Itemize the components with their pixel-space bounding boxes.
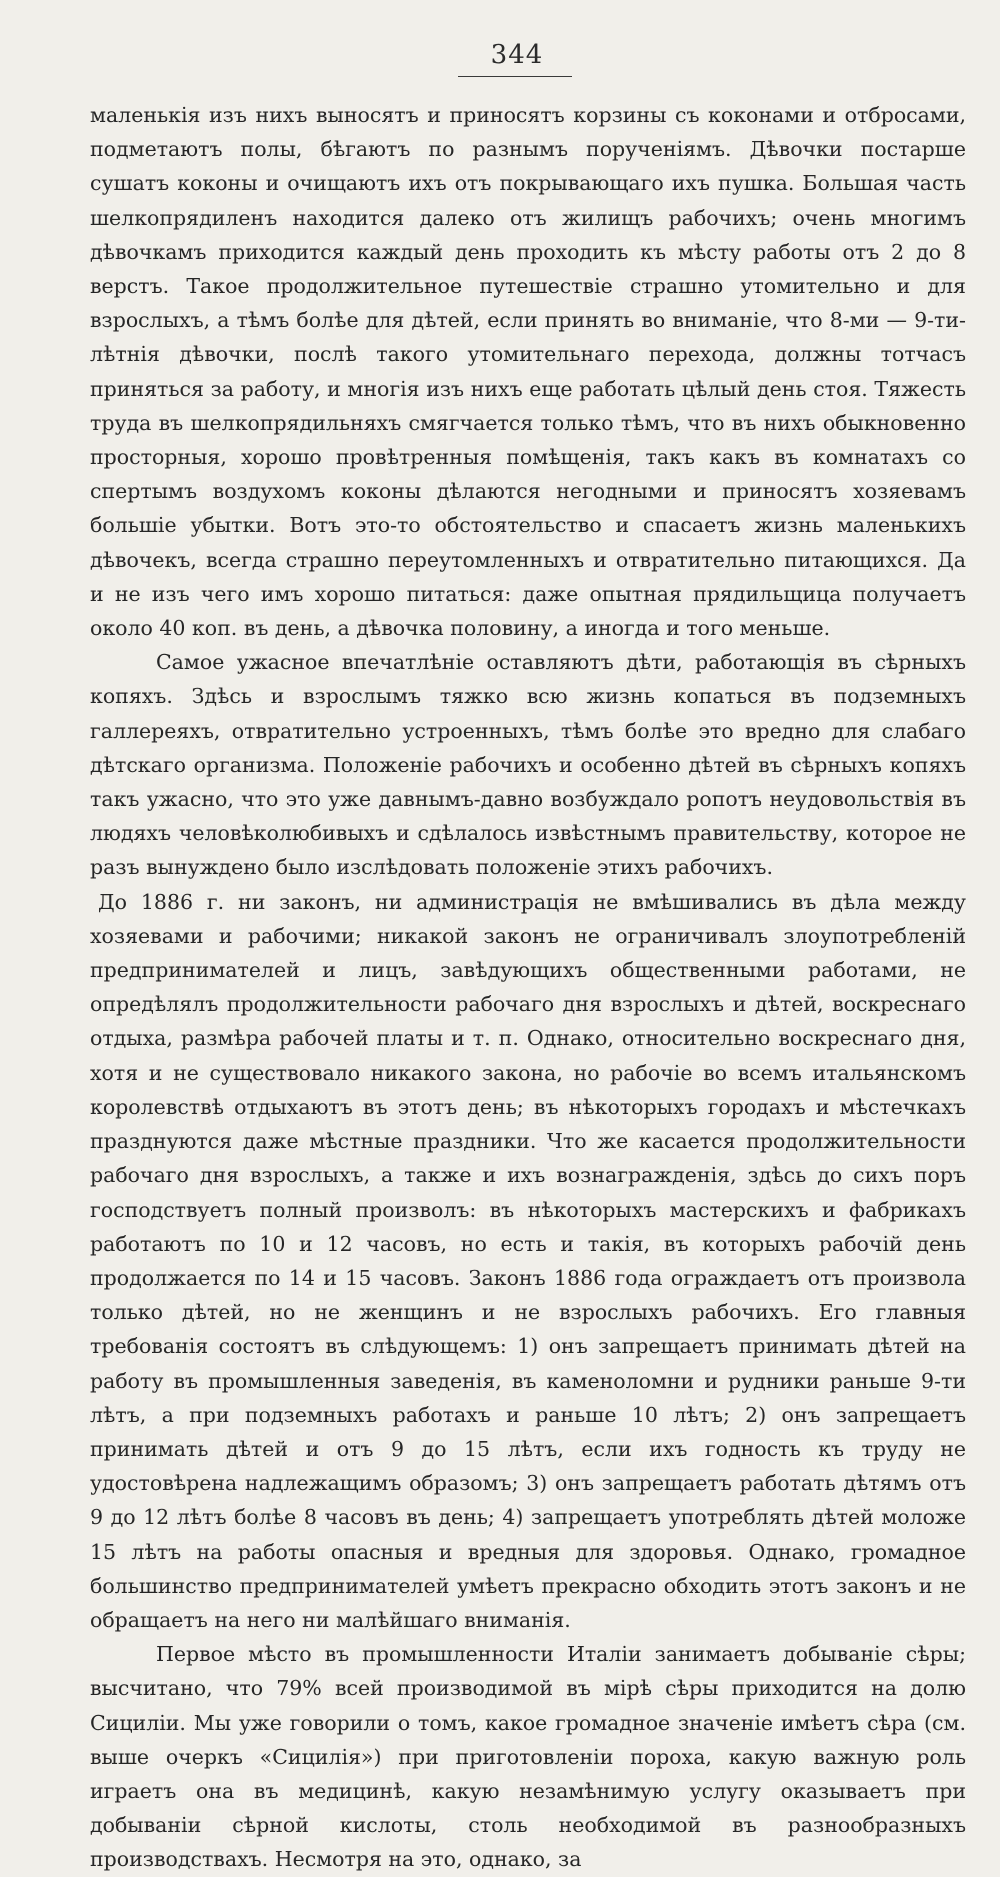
paragraph-2: Самое ужасное впечатлѣніе оставляютъ дѣти, работающія въ сѣрныхъ копяхъ. Здѣсь и взрослымъ тяжко всю жизнь копаться въ подземныхъ галлереяхъ, отвратительно устроенныхъ, тѣмъ болѣе это вредно для слабаго дѣтскаго организма. Положеніе рабочихъ и особенно дѣтей въ сѣрныхъ копяхъ такъ ужасно, что это уже давнымъ-давно возбуждало ропотъ неудовольствія въ людяхъ человѣколюбивыхъ и сдѣлалось извѣстнымъ правительству, которое не разъ вынуждено было изслѣдовать положеніе этихъ рабочихъ. bbox=[90, 650, 966, 880]
header-rule bbox=[458, 76, 572, 77]
page-number: 344 bbox=[490, 40, 544, 70]
page-body bbox=[90, 98, 966, 1877]
paragraph-4: Первое мѣсто въ промышленности Италіи занимаетъ добываніе сѣры; высчитано, что 79% всей производимой въ мірѣ сѣры приходится на долю Сициліи. Мы уже говорили о томъ, какое громадное значеніе имѣетъ сѣра (см. выше очеркъ «Сицилія») при приготовленіи пороха, какую важную роль играетъ она въ медицинѣ, какую незамѣнимую услугу оказываетъ при добываніи сѣрной кислоты, столь необходимой въ разнообразныхъ производствахъ. Несмотря на это, однако, за bbox=[90, 1642, 966, 1872]
paragraph-3: До 1886 г. ни законъ, ни администрація не вмѣшивались въ дѣла между хозяевами и рабочими; никакой законъ не ограничивалъ злоупотребленій предпринимателей и лицъ, завѣдующихъ общественными работами, не опредѣлялъ продолжительности рабочаго дня взрослыхъ и дѣтей, воскреснаго отдыха, размѣра рабочей платы и т. п. Однако, относительно воскреснаго дня, хотя и не существовало никакого закона, но рабочіе во всемъ итальянскомъ королевствѣ отдыхаютъ въ этотъ день; въ нѣкоторыхъ городахъ и мѣстечкахъ празднуются даже мѣстные праздники. Что же касается продолжительности рабочаго дня взрослыхъ, а также и ихъ вознагражденія, здѣсь до сихъ поръ господствуетъ полный произволъ: въ нѣкоторыхъ мастерскихъ и фабрикахъ работаютъ по 10 и 12 часовъ, но есть и такія, въ которыхъ рабочій день продолжается по 14 и 15 часовъ. Законъ 1886 года ограждаетъ отъ произвола только дѣтей, но не женщинъ и не взрослыхъ рабочихъ. Его главныя требованія состоятъ въ слѣдующемъ: 1) онъ запрещаетъ принимать дѣтей на работу въ промышленныя заведенія, въ каменоломни и рудники раньше 9-ти лѣтъ, а при подземныхъ работахъ и раньше 10 лѣтъ; 2) онъ запрещаетъ принимать дѣтей и отъ 9 до 15 лѣтъ, если ихъ годность къ труду не удостовѣрена надлежащимъ образомъ; 3) онъ запрещаетъ работать дѣтямъ отъ 9 до 12 лѣтъ болѣе 8 часовъ въ день; 4) запрещаетъ употреблять дѣтей моложе 15 лѣтъ на работы опасныя и вредныя для здоровья. Однако, громадное большинство предпринимателей умѣетъ прекрасно обходить этотъ законъ и не обращаетъ на него ни малѣйшаго вниманія. bbox=[90, 889, 966, 1632]
paragraph-1: маленькія изъ нихъ выносятъ и приносятъ корзины съ коконами и отбросами, подметаютъ полы, бѣгаютъ по разнымъ порученіямъ. Дѣвочки постарше сушатъ коконы и очищаютъ ихъ отъ покрывающаго ихъ пушка. Большая часть шелкопрядиленъ находится далеко отъ жилищъ рабочихъ; очень многимъ дѣвочкамъ приходится каждый день проходить къ мѣсту работы отъ 2 до 8 верстъ. Такое продолжительное путешествіе страшно утомительно и для взрослыхъ, а тѣмъ болѣе для дѣтей, если принять во вниманіе, что 8-ми — 9-ти-лѣтнія дѣвочки, послѣ такого утомительнаго перехода, должны тотчасъ приняться за работу, и многія изъ нихъ еще работать цѣлый день стоя. Тяжесть труда въ шелкопрядильняхъ смягчается только тѣмъ, что въ нихъ обыкновенно просторныя, хорошо провѣтренныя помѣщенія, такъ какъ въ комнатахъ со спертымъ воздухомъ коконы дѣлаются негодными и приносятъ хозяевамъ большіе убытки. Вотъ это-то обстоятельство и спасаетъ жизнь маленькихъ дѣвочекъ, всегда страшно переутомленныхъ и отвратительно питающихся. Да и не изъ чего имъ хорошо питаться: даже опытная прядильщица получаетъ около 40 коп. въ день, а дѣвочка половину, а иногда и того меньше. bbox=[90, 103, 966, 641]
